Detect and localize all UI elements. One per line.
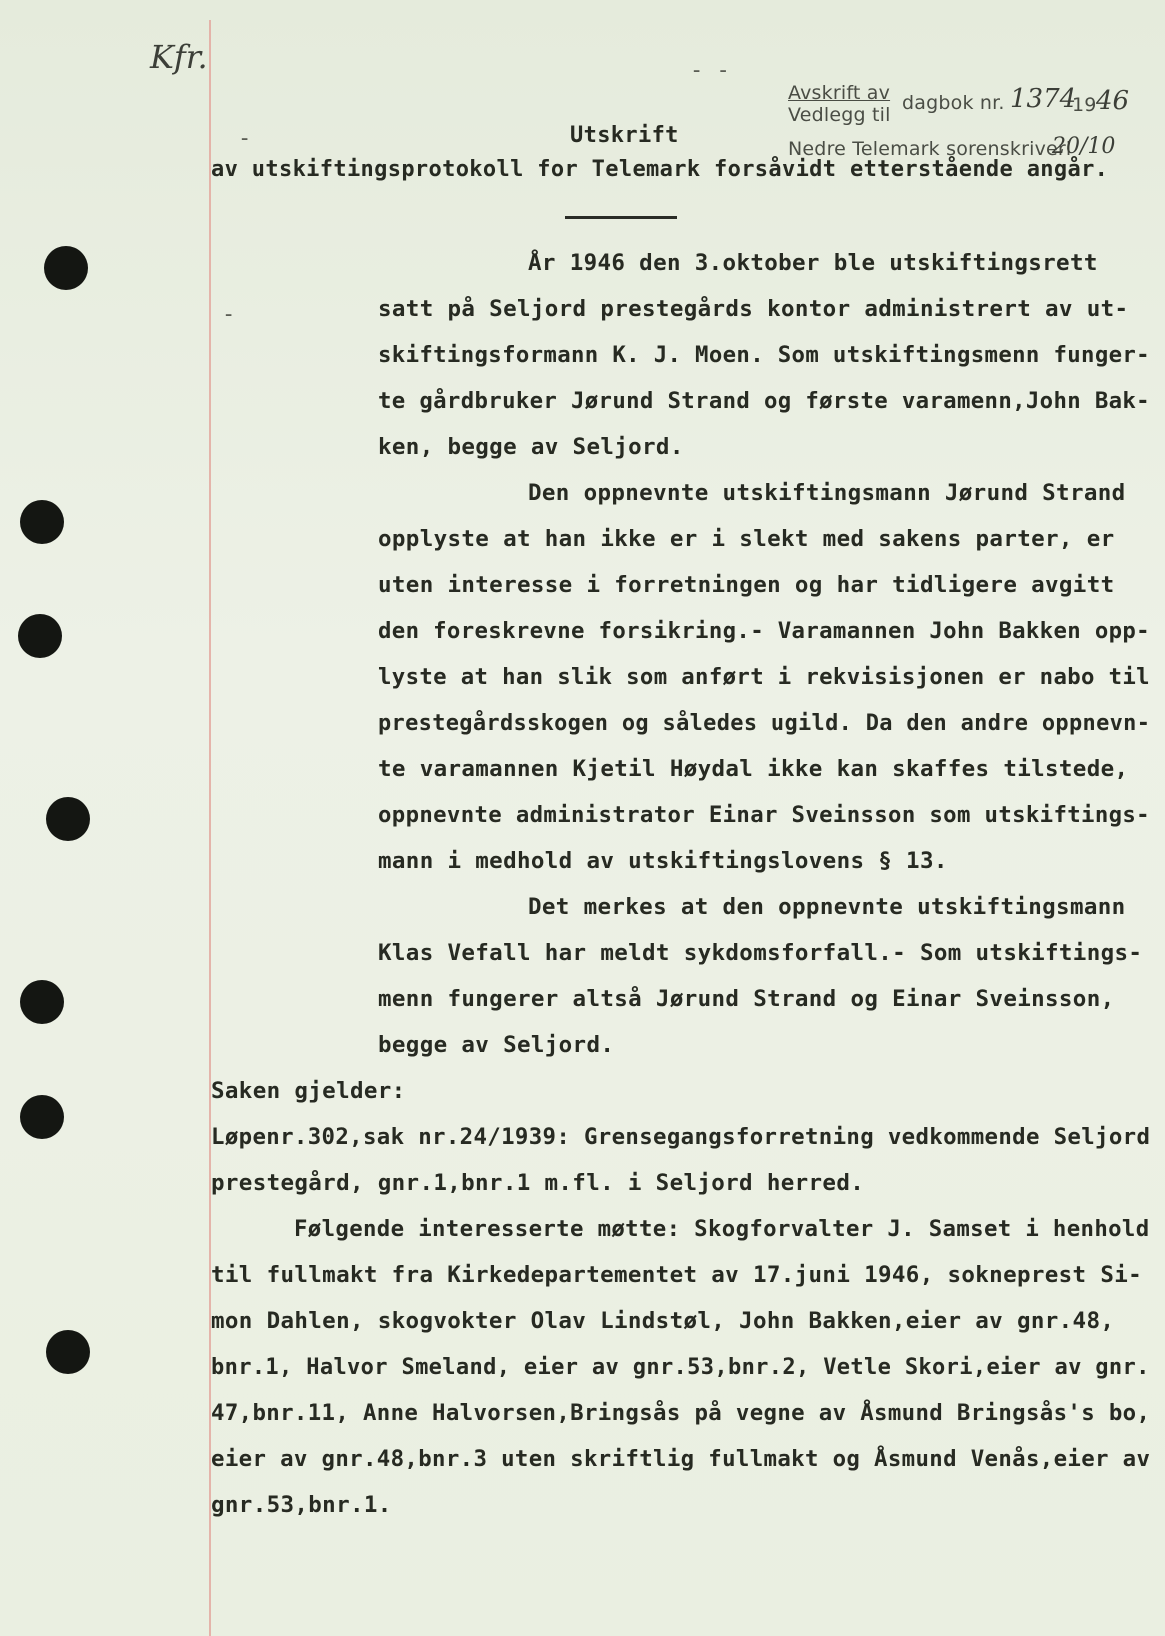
body-line: lyste at han slik som anført i rekvisisjonen er nabo til (378, 664, 1150, 690)
body-line: skiftingsformann K. J. Moen. Som utskiftingsmenn funger- (378, 342, 1150, 368)
stamp-dagbok-number: 1374 (1010, 84, 1077, 114)
stamp-year-prefix: 19 (1072, 94, 1097, 116)
body-line: Følgende interesserte møtte: Skogforvalter J. Samset i henhold (294, 1216, 1150, 1242)
punch-hole (20, 1095, 64, 1139)
body-line: menn fungerer altså Jørund Strand og Einar Sveinsson, (378, 986, 1115, 1012)
stamp-vedlegg: Vedlegg til (788, 104, 891, 126)
stamp-office: Nedre Telemark sorenskriveri (788, 138, 1072, 160)
body-line: Klas Vefall har meldt sykdomsforfall.- Som utskiftings- (378, 940, 1143, 966)
body-line: mon Dahlen, skogvokter Olav Lindstøl, John Bakken,eier av gnr.48, (211, 1308, 1115, 1334)
body-line: Den oppnevnte utskiftingsmann Jørund Strand (528, 480, 1126, 506)
punch-hole (20, 500, 64, 544)
subheading: av utskiftingsprotokoll for Telemark forsåvidt etterstående angår. (211, 157, 1109, 182)
body-line: den foreskrevne forsikring.- Varamannen John Bakken opp- (378, 618, 1150, 644)
heading: Utskrift (570, 123, 679, 148)
body-line: ken, begge av Seljord. (378, 434, 684, 460)
punch-hole (46, 797, 90, 841)
body-line: mann i medhold av utskiftingslovens § 13. (378, 848, 948, 874)
margin-dash: - (222, 302, 236, 327)
body-line: uten interesse i forretningen og har tidligere avgitt (378, 572, 1115, 598)
body-line: År 1946 den 3.oktober ble utskiftingsrett (528, 250, 1098, 276)
body-line: til fullmakt fra Kirkedepartementet av 17.juni 1946, sokneprest Si- (211, 1262, 1143, 1288)
top-marks: - - (690, 58, 730, 83)
stamp-dagbok-label: dagbok nr. (902, 92, 1005, 114)
body-line: begge av Seljord. (378, 1032, 615, 1058)
body-line: opplyste at han ikke er i slekt med sakens parter, er (378, 526, 1115, 552)
body-line: gnr.53,bnr.1. (211, 1492, 392, 1518)
body-line: Det merkes at den oppnevnte utskiftingsmann (528, 894, 1126, 920)
body-line: prestegård, gnr.1,bnr.1 m.fl. i Seljord herred. (211, 1170, 865, 1196)
margin-rule (209, 20, 211, 1636)
body-line: satt på Seljord prestegårds kontor administrert av ut- (378, 296, 1129, 322)
punch-hole (20, 980, 64, 1024)
body-line: Løpenr.302,sak nr.24/1939: Grensegangsforretning vedkommende Seljord (211, 1124, 1151, 1150)
body-line: 47,bnr.11, Anne Halvorsen,Bringsås på vegne av Åsmund Bringsås's bo, (211, 1400, 1151, 1426)
body-line: bnr.1, Halvor Smeland, eier av gnr.53,bnr.2, Vetle Skori,eier av gnr. (211, 1354, 1150, 1380)
body-line: Saken gjelder: (211, 1078, 406, 1104)
body-line: oppnevnte administrator Einar Sveinsson som utskiftings- (378, 802, 1150, 828)
margin-note: Kfr. (150, 38, 208, 76)
punch-hole (44, 246, 88, 290)
body-line: prestegårdsskogen og således ugild. Da den andre oppnevn- (378, 710, 1151, 736)
punch-hole (46, 1330, 90, 1374)
body-line: te gårdbruker Jørund Strand og første varamenn,John Bak- (378, 388, 1150, 414)
margin-dash: - (238, 126, 252, 151)
stamp-date: 20/10 (1052, 134, 1116, 159)
body-line: eier av gnr.48,bnr.3 uten skriftlig fullmakt og Åsmund Venås,eier av (211, 1446, 1151, 1472)
body-line: te varamannen Kjetil Høydal ikke kan skaffes tilstede, (378, 756, 1129, 782)
stamp-avskrift: Avskrift av (788, 82, 891, 104)
stamp-year-suffix: 46 (1096, 86, 1130, 116)
heading-rule (565, 216, 677, 219)
punch-hole (18, 614, 62, 658)
